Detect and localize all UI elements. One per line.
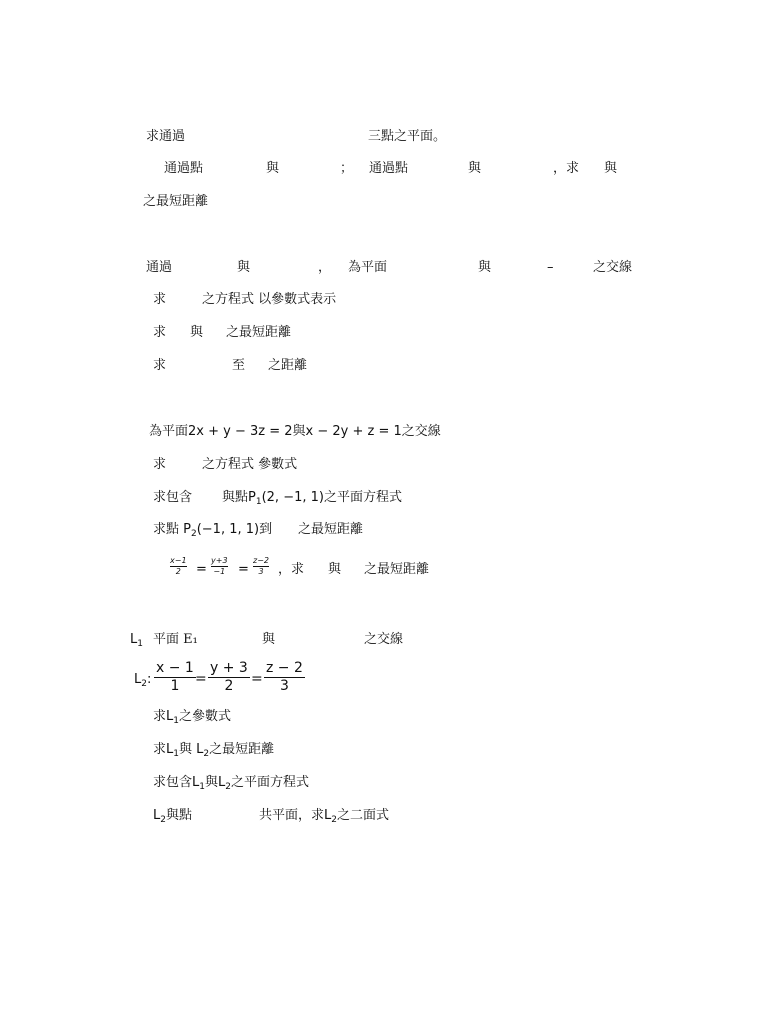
problem2-text: ； <box>340 161 354 176</box>
problem4-text: 求點 <box>153 522 184 537</box>
problem5-text: 與點 <box>165 808 192 823</box>
problem5-question <box>153 808 192 824</box>
problem4-question: 與 <box>328 562 342 577</box>
problem5-text: 之二面式 <box>337 808 390 823</box>
problem5-text: 求 <box>153 742 167 757</box>
line-l2-label <box>134 672 151 688</box>
point-p2-coords: (−1, 1, 1) <box>196 522 260 537</box>
problem1-text: 三點之平面。 <box>368 129 447 144</box>
fraction-z <box>264 660 305 695</box>
fraction-denominator: 1 <box>170 678 180 694</box>
line-l1: L <box>166 742 174 757</box>
problem2-text: 與 <box>604 161 618 176</box>
plane1-equation: 2x + y − 3z = 2 <box>188 424 293 439</box>
problem2-text: 通過點 <box>164 161 204 176</box>
problem2-text: 通過點 <box>369 161 409 176</box>
fraction-y <box>211 556 228 577</box>
line-l1-subscript: 1 <box>137 639 143 649</box>
plane2-equation: x − 2y + z = 1 <box>305 424 402 439</box>
problem4-question: 之最短距離 <box>298 522 364 537</box>
problem4-question: 之方程式 參數式 <box>202 457 298 472</box>
fraction-denominator: 2 <box>224 678 234 694</box>
line-l2-subscript: 2 <box>331 815 337 825</box>
line-l2: L <box>134 672 142 687</box>
fraction-numerator: y + 3 <box>210 660 248 676</box>
problem5-text: 平面 E₁ <box>153 632 198 647</box>
line-l2: L <box>218 775 226 790</box>
problem3-text: 為平面 <box>348 260 388 275</box>
line-l1-subscript: 1 <box>199 782 205 792</box>
problem3-question: 求 <box>153 325 167 340</box>
problem4-question: 求包含 <box>153 490 193 505</box>
problem5-text: 之參數式 <box>179 709 232 724</box>
problem5-text: 求包含 <box>153 775 193 790</box>
problem2-text: 之最短距離 <box>143 194 209 209</box>
line-l2-subscript: 2 <box>160 815 166 825</box>
equals-sign: = <box>238 562 249 577</box>
problem5-text: 與 <box>205 775 219 790</box>
problem1-text: 求通過 <box>146 129 186 144</box>
line-l2: L <box>196 742 204 757</box>
problem3-question: 之最短距離 <box>226 325 292 340</box>
fraction-numerator: x − 1 <box>156 660 194 676</box>
line-l2-subscript: 2 <box>141 679 147 689</box>
problem3-question: 與 <box>190 325 204 340</box>
problem5-text: 與 <box>179 742 197 757</box>
problem2-text: ，求 <box>553 161 580 176</box>
line-l1: L <box>192 775 200 790</box>
problem4-question: ，求 <box>278 562 305 577</box>
problem5-question <box>153 775 309 791</box>
problem5-text: 之交線 <box>364 632 404 647</box>
problem4-text: 之交線 <box>401 424 441 439</box>
point-p2-subscript: 2 <box>190 529 197 539</box>
equals-sign: = <box>196 562 207 577</box>
problem5-question <box>153 709 231 725</box>
problem3-question: 求 <box>153 358 167 373</box>
line-l2-subscript: 2 <box>203 749 210 759</box>
problem4-text: 與點 <box>222 490 249 505</box>
equals-sign: = <box>251 671 263 687</box>
fraction-x <box>170 556 187 577</box>
problem2-text: 與 <box>468 161 482 176</box>
point-p2: P <box>183 522 191 537</box>
fraction-numerator: x−1 <box>170 556 187 565</box>
problem5-question <box>259 808 389 824</box>
problem5-line1 <box>130 632 143 648</box>
fraction-denominator: 2 <box>175 567 181 576</box>
problem3-text: – <box>547 260 554 275</box>
fraction-z <box>253 556 269 577</box>
colon: : <box>146 672 152 687</box>
line-l1-subscript: 1 <box>173 749 179 759</box>
fraction-denominator: 3 <box>258 567 264 576</box>
problem5-question <box>153 742 274 758</box>
fraction-denominator: 3 <box>279 678 289 694</box>
problem3-text: 與 <box>478 260 492 275</box>
problem4-text: 與 <box>292 424 306 439</box>
fraction-numerator: z−2 <box>253 556 269 565</box>
problem5-text: 之最短距離 <box>209 742 275 757</box>
fraction-numerator: z − 2 <box>266 660 303 676</box>
point-p1-coords: (2, −1, 1) <box>261 490 324 505</box>
problem3-text: 之交線 <box>593 260 633 275</box>
problem5-text: 與 <box>262 632 276 647</box>
fraction-denominator: −1 <box>213 567 226 576</box>
problem3-question: 求 <box>153 292 167 307</box>
problem4-text: 之平面方程式 <box>323 490 402 505</box>
problem4-question <box>222 490 402 506</box>
problem3-question: 至 <box>232 358 246 373</box>
equals-sign: = <box>195 671 207 687</box>
problem3-text: 與 <box>237 260 251 275</box>
problem4-text: 為平面 <box>149 424 189 439</box>
problem4-question: 之最短距離 <box>364 562 430 577</box>
problem5-text: 求 <box>153 709 167 724</box>
problem5-text: 之平面方程式 <box>231 775 310 790</box>
fraction-y <box>208 660 250 695</box>
problem4-question <box>153 522 272 538</box>
problem3-question: 之距離 <box>268 358 308 373</box>
problem4-text: 到 <box>259 522 273 537</box>
fraction-numerator: y+3 <box>211 556 228 565</box>
problem2-text: 與 <box>266 161 280 176</box>
problem3-text: 通過 <box>146 260 173 275</box>
problem3-text: ， <box>318 260 332 275</box>
point-p1-subscript: 1 <box>255 497 262 507</box>
line-l1-subscript: 1 <box>173 716 179 726</box>
line-l2: L <box>153 808 161 823</box>
problem3-question: 之方程式 以參數式表示 <box>202 292 337 307</box>
problem4-question: 求 <box>153 457 167 472</box>
line-l2: L <box>324 808 332 823</box>
line-l1: L <box>130 632 138 647</box>
fraction-x <box>154 660 196 695</box>
problem5-text: 共平面，求 <box>259 808 325 823</box>
line-l1: L <box>166 709 174 724</box>
problem4-intro <box>149 424 441 440</box>
point-p1: P <box>248 490 256 505</box>
line-l2-subscript: 2 <box>225 782 231 792</box>
